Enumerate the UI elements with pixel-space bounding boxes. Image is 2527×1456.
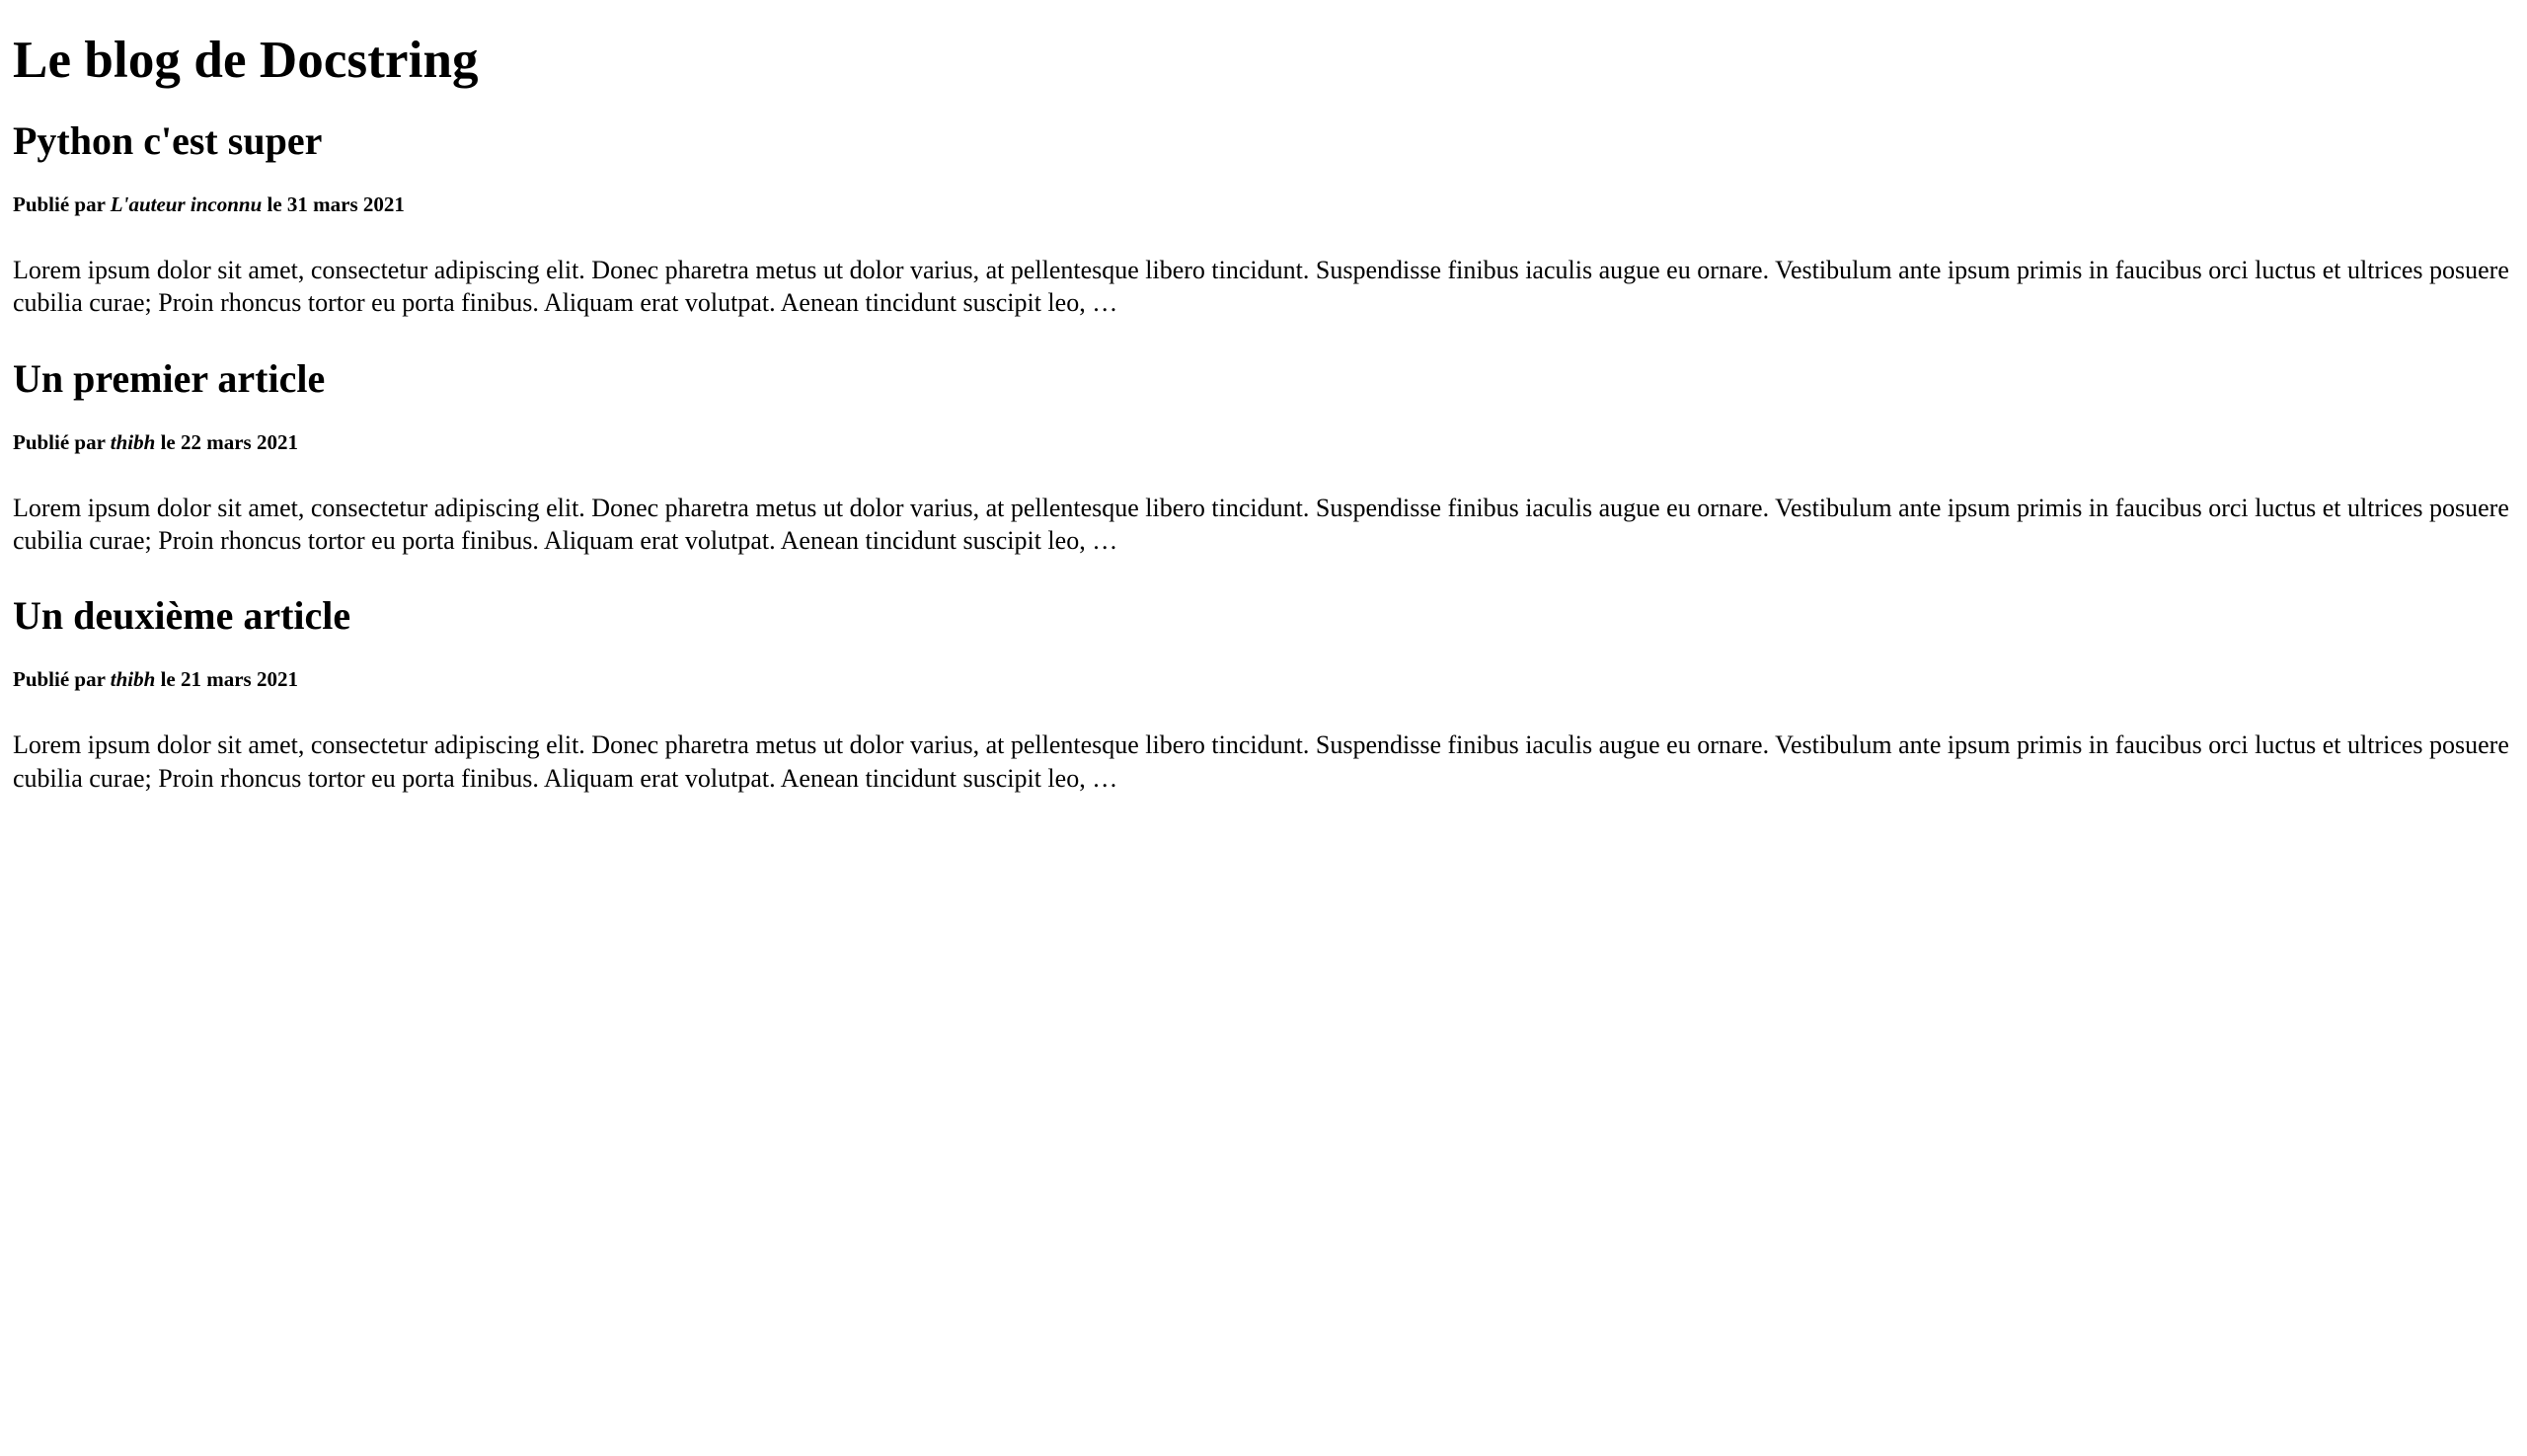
post-article [13, 593, 2514, 795]
post-meta-prefix: Publié par [13, 429, 106, 454]
blog-page [0, 32, 2527, 795]
post-article [13, 355, 2514, 558]
post-author: thibh [110, 429, 156, 454]
post-title: Python c'est super [13, 118, 323, 163]
post-meta-date: le 21 mars 2021 [160, 667, 298, 692]
post-author: L'auteur inconnu [110, 192, 263, 216]
post-body: Lorem ipsum dolor sit amet, consectetur adipiscing elit. Donec pharetra metus ut dolor varius, at pellentesque libero tincidunt. Suspendisse finibus iaculis augue eu ornare. Vestibulum ante ipsum primis in faucibus orci luctus et ultrices posuere cubilia curae; Proin rhoncus tortor eu porta finibus. Aliquam erat volutpat. Aenean tincidunt suscipit leo, … [13, 730, 2509, 793]
post-meta-prefix: Publié par [13, 667, 106, 692]
post-title: Un premier article [13, 355, 326, 401]
post-body: Lorem ipsum dolor sit amet, consectetur adipiscing elit. Donec pharetra metus ut dolor varius, at pellentesque libero tincidunt. Suspendisse finibus iaculis augue eu ornare. Vestibulum ante ipsum primis in faucibus orci luctus et ultrices posuere cubilia curae; Proin rhoncus tortor eu porta finibus. Aliquam erat volutpat. Aenean tincidunt suscipit leo, … [13, 493, 2509, 555]
post-meta [13, 193, 2514, 216]
post-meta-date: le 31 mars 2021 [267, 192, 405, 216]
post-title: Un deuxième article [13, 593, 351, 639]
post-meta-date: le 22 mars 2021 [160, 429, 298, 454]
post-author: thibh [110, 667, 156, 692]
post-meta [13, 668, 2514, 691]
post-article [13, 118, 2514, 320]
post-body: Lorem ipsum dolor sit amet, consectetur adipiscing elit. Donec pharetra metus ut dolor varius, at pellentesque libero tincidunt. Suspendisse finibus iaculis augue eu ornare. Vestibulum ante ipsum primis in faucibus orci luctus et ultrices posuere cubilia curae; Proin rhoncus tortor eu porta finibus. Aliquam erat volutpat. Aenean tincidunt suscipit leo, … [13, 256, 2509, 318]
post-meta [13, 431, 2514, 454]
page-title: Le blog de Docstring [13, 32, 479, 89]
post-meta-prefix: Publié par [13, 192, 106, 216]
